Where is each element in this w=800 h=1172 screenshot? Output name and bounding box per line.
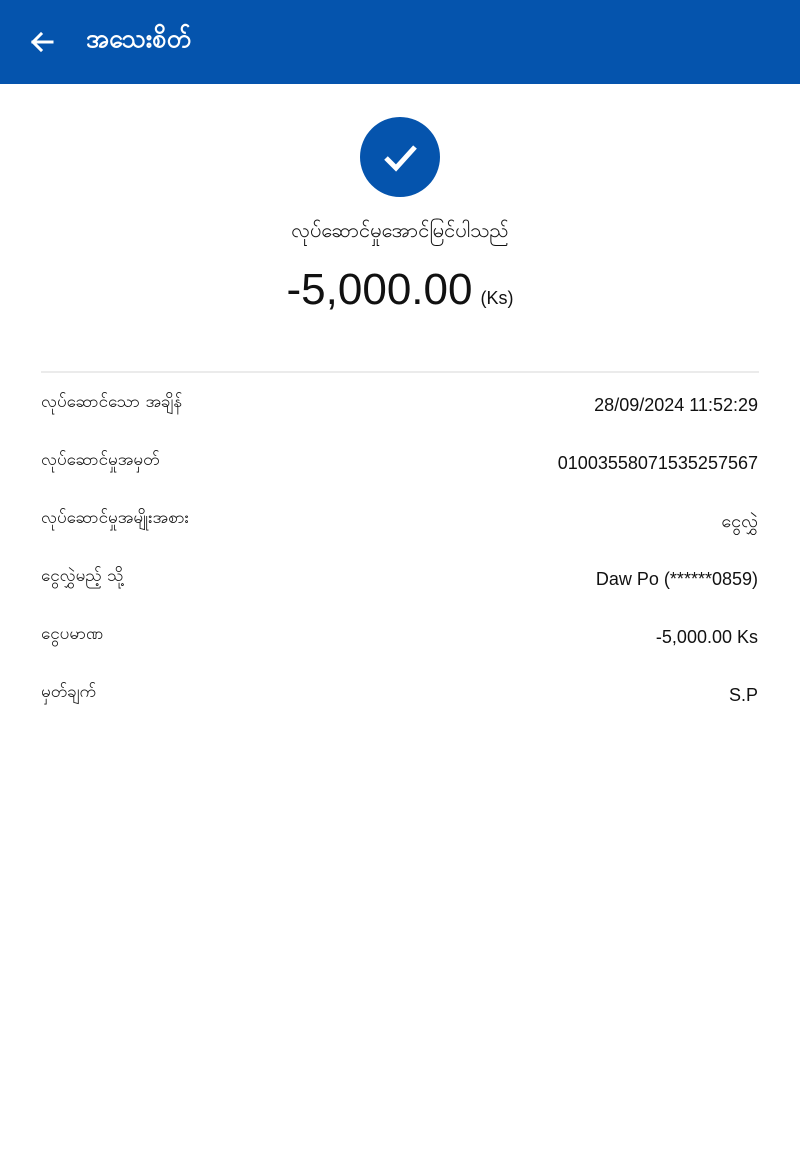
check-circle-icon [360,117,440,197]
app-header [0,0,800,84]
arrow-left-icon [28,28,56,56]
detail-row-transaction-time [41,387,758,445]
amount-currency: (Ks) [480,288,514,308]
detail-value: S.P [728,685,758,705]
back-button[interactable] [22,22,62,62]
transaction-details [0,371,800,735]
detail-label: လုပ်ဆောင်မှုအမှတ် [41,450,160,470]
detail-label: လုပ်ဆောင်သော အချိန် [41,392,183,412]
detail-label: မှတ်ချက် [41,682,97,702]
transaction-amount: -5,000.00 [286,265,473,314]
transaction-amount-display [0,262,800,318]
detail-row-recipient [41,561,758,619]
detail-row-transaction-id [41,445,758,503]
detail-value: Daw Po (******0859) [595,569,758,589]
detail-row-amount [41,619,758,677]
detail-value: -5,000.00 Ks [655,627,758,647]
transaction-summary [0,84,800,371]
detail-label: ငွေပမာဏ [41,624,104,644]
detail-row-note [41,677,758,735]
detail-label: ငွေလွှဲမည့် သို့ [41,566,124,586]
page-title: အသေးစိတ် [86,24,192,53]
detail-row-transaction-type [41,503,758,561]
detail-value: ငွေလွှဲ [721,511,758,531]
detail-value: 01003558071535257567 [557,453,758,473]
transaction-status: လုပ်ဆောင်မှုအောင်မြင်ပါသည် [291,218,509,242]
detail-value: 28/09/2024 11:52:29 [594,395,758,415]
detail-label: လုပ်ဆောင်မှုအမျိုးအစား [41,508,190,528]
